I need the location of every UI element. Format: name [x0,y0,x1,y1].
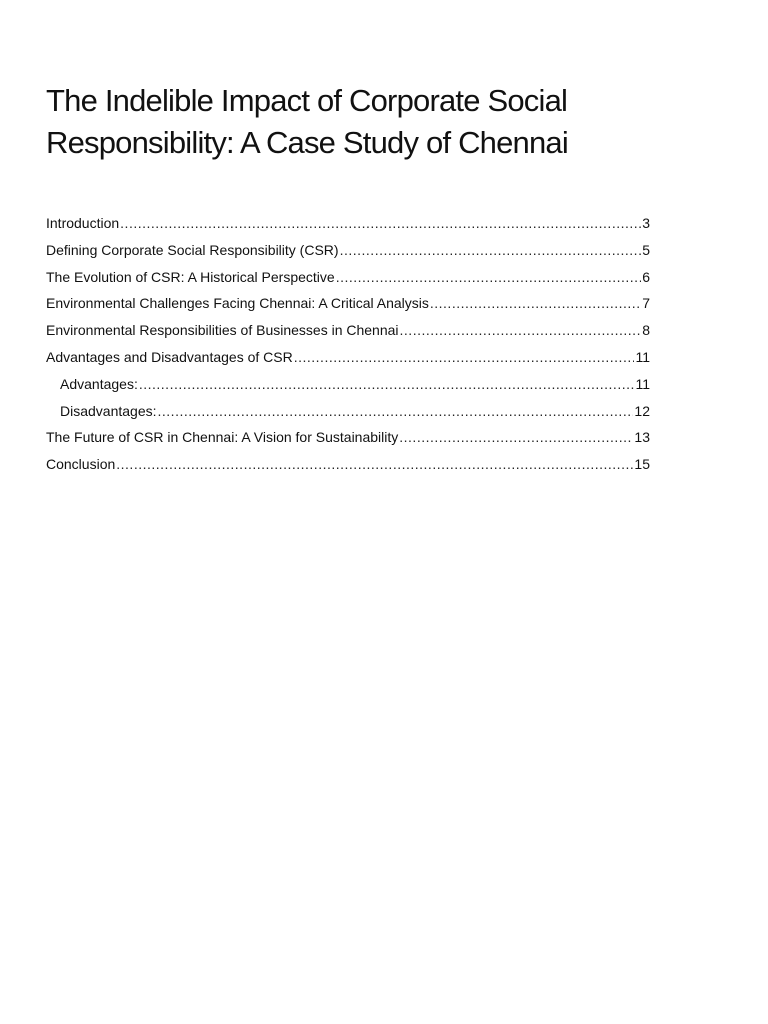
page-title-line-1: The Indelible Impact of Corporate Social [46,83,568,118]
toc-entry-label: Disadvantages: [60,402,157,419]
toc-entry-label: Defining Corporate Social Responsibility (CSR) [46,241,339,258]
toc-entry-label: Advantages and Disadvantages of CSR [46,348,293,365]
toc-dot-leader [139,371,635,398]
toc-entry-introduction[interactable] [46,210,650,237]
toc-page-number: 11 [635,348,650,365]
toc-entry-advantages[interactable] [46,371,650,398]
page-title-line-2: Responsibility: A Case Study of Chennai [46,125,568,160]
toc-entry-label: The Evolution of CSR: A Historical Perspective [46,268,335,285]
toc-dot-leader [120,210,641,237]
toc-dot-leader [116,451,633,478]
toc-dot-leader [430,290,641,317]
toc-entry-conclusion[interactable] [46,451,650,478]
toc-page-number: 13 [634,429,650,446]
toc-dot-leader [400,317,642,344]
table-of-contents [46,210,650,478]
toc-page-number: 3 [642,215,650,231]
toc-dot-leader [294,344,635,371]
toc-dot-leader [340,237,642,264]
toc-dot-leader [399,424,633,451]
toc-entry-environmental-responsibilities[interactable] [46,317,650,344]
toc-page-number: 8 [642,322,650,339]
toc-dot-leader [336,264,642,291]
toc-entry-label: Advantages: [60,375,138,392]
toc-dot-leader [158,398,634,425]
toc-entry-future-of-csr[interactable] [46,424,650,451]
page-title [46,80,686,164]
toc-entry-disadvantages[interactable] [46,398,650,425]
toc-entry-label: Environmental Challenges Facing Chennai: A Critical Analysis [46,295,429,312]
toc-page-number: 6 [642,268,650,285]
toc-page-number: 12 [634,402,650,419]
toc-entry-evolution-of-csr[interactable] [46,264,650,291]
toc-entry-label: The Future of CSR in Chennai: A Vision for Sustainability [46,429,399,446]
toc-entry-label: Environmental Responsibilities of Businesses in Chennai [46,322,399,339]
toc-page-number: 11 [635,375,650,392]
toc-entry-defining-csr[interactable] [46,237,650,264]
toc-entry-environmental-challenges[interactable] [46,290,650,317]
toc-page-number: 5 [642,241,650,258]
toc-entry-label: Introduction [46,215,120,231]
toc-page-number: 15 [634,456,650,473]
toc-entry-advantages-disadvantages[interactable] [46,344,650,371]
toc-page-number: 7 [642,295,650,312]
toc-entry-label: Conclusion [46,456,116,473]
